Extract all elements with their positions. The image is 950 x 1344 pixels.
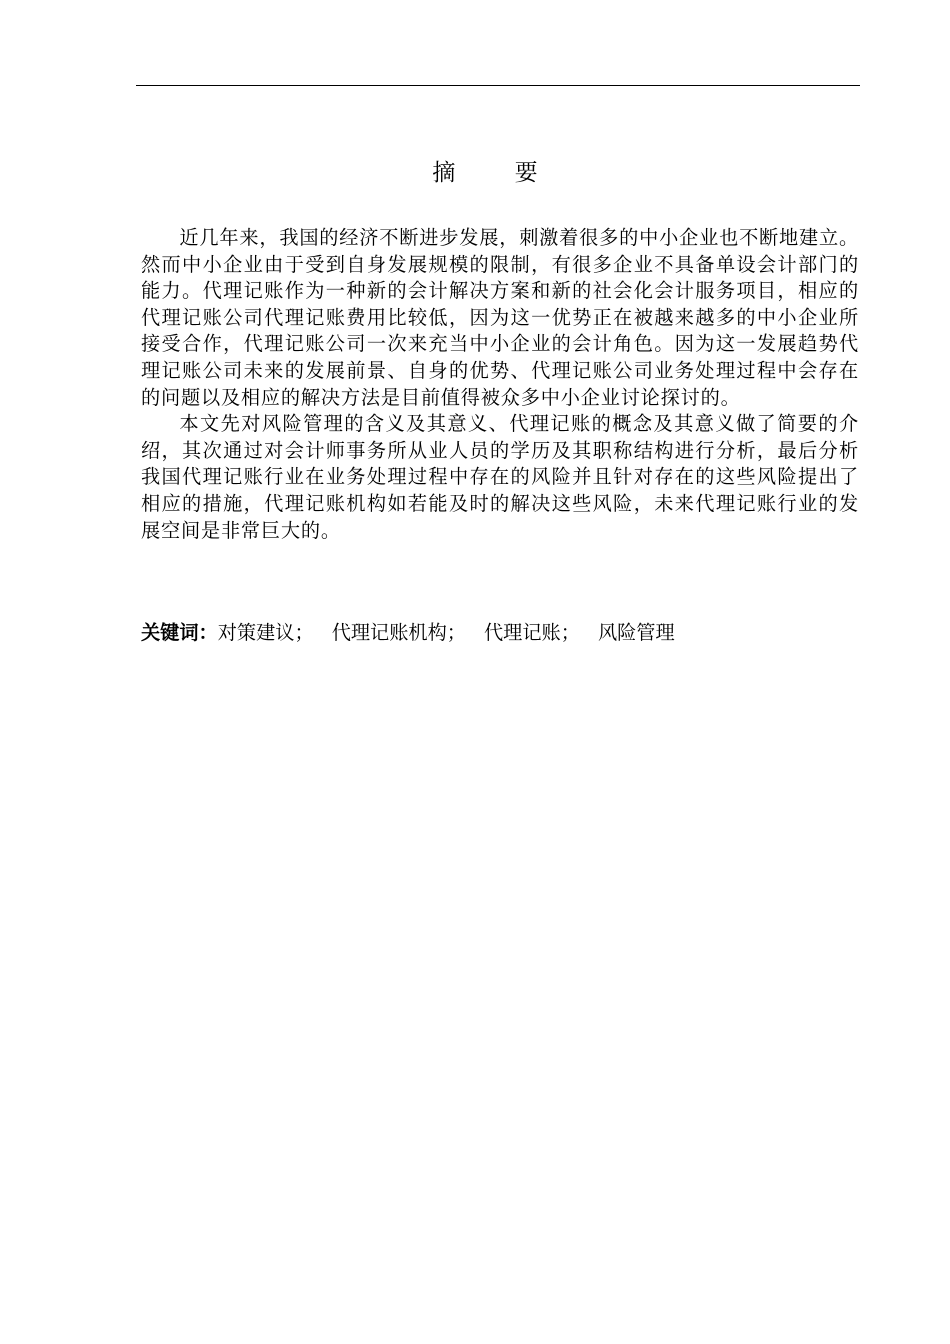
abstract-paragraph-2: 本文先对风险管理的含义及其意义、代理记账的概念及其意义做了简要的介绍，其次通过对会计师事务所从业人员的学历及其职称结构进行分析，最后分析我国代理记账行业在业务处理过程中存在的风险并且针对存在的这些风险提出了相应的措施，代理记账机构如若能及时的解决这些风险，未来代理记账行业的发展空间是非常巨大的。 bbox=[141, 412, 859, 542]
abstract-paragraph-1: 近几年来，我国的经济不断进步发展，刺激着很多的中小企业也不断地建立。然而中小企业由于受到自身发展规模的限制，有很多企业不具备单设会计部门的能力。代理记账作为一种新的会计解决方案和新的社会化会计服务项目，相应的代理记账公司代理记账费用比较低，因为这一优势正在被越来越多的中小企业所接受合作，代理记账公司一次来充当中小企业的会计角色。因为这一发展趋势代理记账公司未来的发展前景、自身的优势、代理记账公司业务处理过程中会存在的问题以及相应的解决方法是目前值得被众多中小企业讨论探讨的。 bbox=[141, 226, 859, 409]
header-rule bbox=[136, 85, 860, 86]
abstract-title: 摘 要 bbox=[432, 160, 564, 186]
keywords-label: 关键词： bbox=[141, 621, 218, 644]
keyword-item: 代理记账机构； bbox=[331, 621, 466, 644]
abstract-body bbox=[141, 225, 859, 544]
keyword-item: 风险管理 bbox=[597, 621, 675, 644]
keyword-item: 对策建议； bbox=[217, 621, 314, 644]
keyword-item: 代理记账； bbox=[484, 621, 580, 644]
keywords-line bbox=[141, 620, 859, 646]
